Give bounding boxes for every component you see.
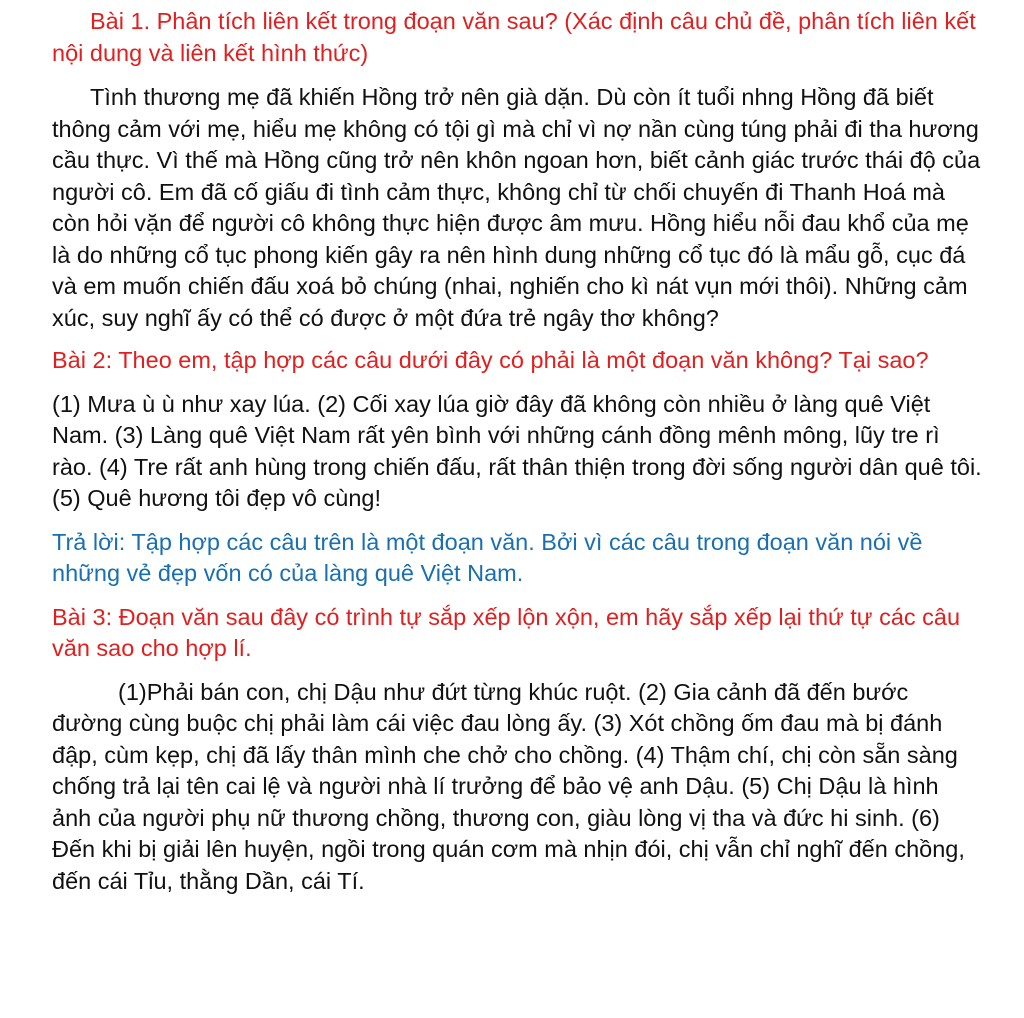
exercise-1-passage: Tình thương mẹ đã khiến Hồng trở nên già dặn. Dù còn ít tuổi nhng Hồng đã biết thông cảm với mẹ, hiểu mẹ không có tội gì mà chỉ vì nợ nần cùng túng phải đi tha hương cầu thực. Vì thế mà Hồng cũng trở nên khôn ngoan hơn, biết cảnh giác trước thái độ của người cô. Em đã cố giấu đi tình cảm thực, không chỉ từ chối chuyến đi Thanh Hoá mà còn hỏi vặn để người cô không thực hiện được âm mưu. Hồng hiểu nỗi đau khổ của mẹ là do những cổ tục phong kiến gây ra nên hình dung những cổ tục đó là mẩu gỗ, cục đá và em muốn chiến đấu xoá bỏ chúng (nhai, nghiến cho kì nát vụn mới thôi). Những cảm xúc, suy nghĩ ấy có thể có được ở một đứa trẻ ngây thơ không? xyxy=(52,84,981,331)
exercise-3-heading: Bài 3: Đoạn văn sau đây có trình tự sắp xếp lộn xộn, em hãy sắp xếp lại thứ tự các câu văn sao cho hợp lí. xyxy=(52,603,961,661)
exercise-3-passage: (1)Phải bán con, chị Dậu như đứt từng khúc ruột. (2) Gia cảnh đã đến bước đường cùng buộc chị phải làm cái việc đau lòng ấy. (3) Xót chồng ốm đau mà bị đánh đập, cùm kẹp, chị đã lấy thân mình che chở cho chồng. (4) Thậm chí, chị còn sẵn sàng chống trả lại tên cai lệ và người nhà lí trưởng để bảo vệ anh Dậu. (5) Chị Dậu là hình ảnh của người phụ nữ thương chồng, thương con, giàu lòng vị tha và đức hi sinh. (6) Đến khi bị giải lên huyện, ngồi trong quán cơm mà nhịn đói, chị vẫn chỉ nghĩ đến chồng, đến cái Tỉu, thằng Dần, cái Tí. xyxy=(52,678,965,894)
exercise-2-answer: Trả lời: Tập hợp các câu trên là một đoạn văn. Bởi vì các câu trong đoạn văn nói về những vẻ đẹp vốn có của làng quê Việt Nam. xyxy=(52,528,923,586)
exercise-2-heading: Bài 2: Theo em, tập hợp các câu dưới đây có phải là một đoạn văn không? Tại sao? xyxy=(52,347,929,373)
exercise-2-passage: (1) Mưa ù ù như xay lúa. (2) Cối xay lúa giờ đây đã không còn nhiều ở làng quê Việt Nam. (3) Làng quê Việt Nam rất yên bình với những cánh đồng mênh mông, lũy tre rì rào. (4) Tre rất anh hùng trong chiến đấu, rất thân thiện trong đời sống người dân quê tôi. (5) Quê hương tôi đẹp vô cùng! xyxy=(52,390,982,511)
exercise-1-heading: Bài 1. Phân tích liên kết trong đoạn văn sau? (Xác định câu chủ đề, phân tích liên kết nội dung và liên kết hình thức) xyxy=(52,8,976,66)
